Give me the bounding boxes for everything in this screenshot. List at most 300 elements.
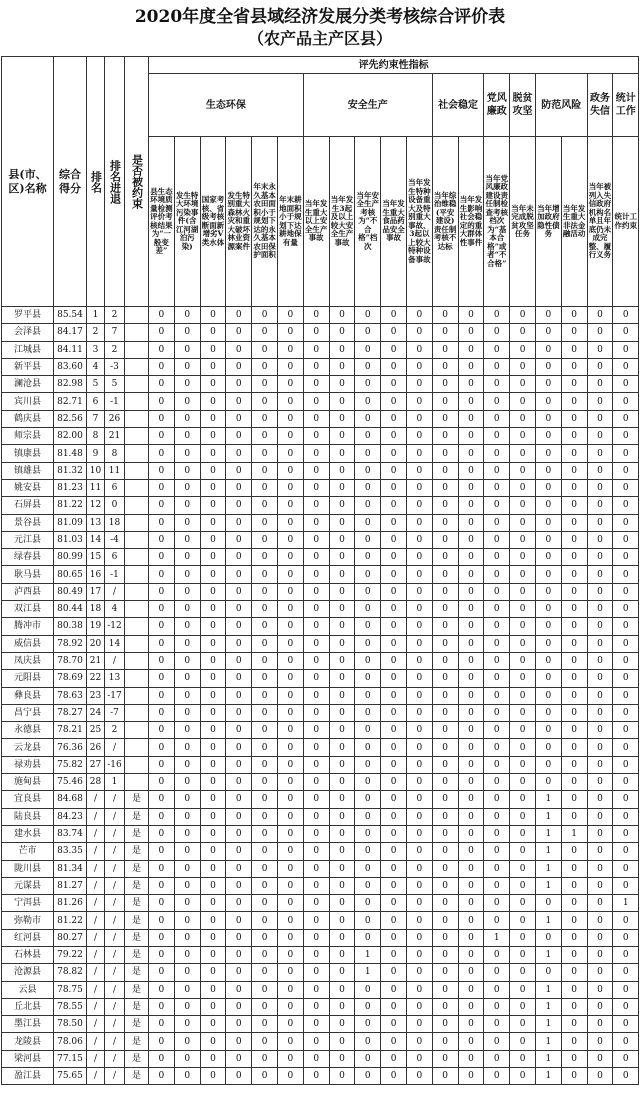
indicator-cell: 0	[510, 1016, 536, 1033]
indicator-cell: 0	[613, 410, 639, 427]
indicator-cell: 0	[174, 358, 200, 375]
indicator-cell: 0	[381, 393, 407, 410]
indicator-cell: 0	[381, 514, 407, 531]
indicator-cell: 0	[587, 670, 613, 687]
indicator-cell: 0	[252, 601, 278, 618]
page-title: 2020年度全省县域经济发展分类考核综合评价表	[134, 7, 506, 27]
indicator-cell: 0	[329, 877, 355, 894]
indicator-cell: 0	[381, 428, 407, 445]
indicator-cell: 0	[355, 998, 381, 1015]
indicator-cell: 0	[149, 566, 175, 583]
indicator-cell: 0	[458, 670, 484, 687]
indicator-cell: 0	[303, 912, 329, 929]
indicator-cell: 0	[303, 1033, 329, 1050]
indicator-cell: 0	[174, 1068, 200, 1085]
rank-cell: /	[87, 964, 105, 981]
progress-cell: 2	[105, 722, 125, 739]
indicator-cell: 0	[406, 825, 432, 842]
constrained-cell	[125, 635, 149, 652]
progress-cell: -17	[105, 687, 125, 704]
indicator-cell: 0	[329, 358, 355, 375]
indicator-cell: 0	[381, 549, 407, 566]
indicator-cell: 0	[484, 843, 510, 860]
indicator-cell: 0	[406, 964, 432, 981]
indicator-cell: 0	[587, 774, 613, 791]
indicator-cell: 0	[535, 964, 561, 981]
county-name-cell: 新平县	[2, 358, 54, 375]
indicator-cell: 0	[484, 601, 510, 618]
indicator-cell: 0	[458, 998, 484, 1015]
indicator-cell: 0	[200, 1068, 226, 1085]
indicator-cell: 0	[355, 445, 381, 462]
indicator-cell: 0	[174, 652, 200, 669]
indicator-cell: 0	[252, 514, 278, 531]
indicator-cell: 0	[277, 722, 303, 739]
indicator-cell: 0	[510, 929, 536, 946]
indicator-cell: 0	[329, 860, 355, 877]
indicator-cell: 0	[329, 722, 355, 739]
indicator-cell: 0	[277, 825, 303, 842]
indicator-cell: 0	[406, 635, 432, 652]
rank-cell: 25	[87, 722, 105, 739]
indicator-cell: 0	[329, 670, 355, 687]
indicator-cell: 0	[458, 531, 484, 548]
county-name-cell: 建水县	[2, 825, 54, 842]
indicator-cell: 0	[484, 531, 510, 548]
table-row	[2, 376, 639, 393]
county-name-cell: 芒市	[2, 843, 54, 860]
indicator-header-8: 当年发生3起及以上较大安全生产事故	[329, 137, 355, 307]
indicator-cell: 0	[587, 808, 613, 825]
indicator-cell: 0	[484, 410, 510, 427]
indicator-cell: 0	[432, 566, 458, 583]
indicator-cell: 0	[510, 358, 536, 375]
indicator-cell: 0	[277, 531, 303, 548]
indicator-cell: 0	[329, 462, 355, 479]
indicator-cell: 0	[200, 808, 226, 825]
indicator-cell: 0	[277, 514, 303, 531]
constrained-cell: 是	[125, 929, 149, 946]
indicator-cell: 0	[561, 462, 587, 479]
indicator-cell: 0	[200, 877, 226, 894]
constrained-cell: 是	[125, 843, 149, 860]
progress-cell: /	[105, 912, 125, 929]
table-row	[2, 877, 639, 894]
indicator-cell: 0	[252, 652, 278, 669]
indicator-cell: 0	[226, 670, 252, 687]
indicator-cell: 0	[535, 756, 561, 773]
indicator-cell: 0	[200, 1016, 226, 1033]
indicator-cell: 0	[484, 376, 510, 393]
indicator-cell: 0	[587, 1016, 613, 1033]
indicator-cell: 0	[613, 376, 639, 393]
indicator-cell: 0	[149, 739, 175, 756]
indicator-cell: 0	[406, 670, 432, 687]
progress-cell: 21	[105, 428, 125, 445]
indicator-cell: 0	[432, 808, 458, 825]
indicator-cell: 0	[303, 774, 329, 791]
indicator-cell: 0	[174, 843, 200, 860]
indicator-cell: 0	[484, 756, 510, 773]
indicator-cell: 0	[226, 358, 252, 375]
county-name-cell: 沧源县	[2, 964, 54, 981]
indicator-cell: 0	[303, 808, 329, 825]
indicator-cell: 0	[587, 860, 613, 877]
indicator-cell: 0	[432, 549, 458, 566]
indicator-cell: 0	[613, 670, 639, 687]
indicator-cell: 0	[149, 462, 175, 479]
constrained-cell	[125, 428, 149, 445]
county-name-cell: 弥勒市	[2, 912, 54, 929]
table-row	[2, 722, 639, 739]
indicator-cell: 0	[510, 445, 536, 462]
indicator-cell: 0	[561, 964, 587, 981]
county-name-cell: 鹤庆县	[2, 410, 54, 427]
progress-cell: 26	[105, 410, 125, 427]
indicator-cell: 0	[252, 929, 278, 946]
constrained-cell: 是	[125, 791, 149, 808]
indicator-cell: 0	[277, 981, 303, 998]
indicator-cell: 0	[252, 410, 278, 427]
rank-cell: /	[87, 998, 105, 1015]
indicator-cell: 0	[510, 843, 536, 860]
county-name-cell: 红河县	[2, 929, 54, 946]
indicator-cell: 0	[458, 722, 484, 739]
indicator-cell: 0	[432, 1033, 458, 1050]
indicator-cell: 0	[149, 307, 175, 324]
county-name-cell: 罗平县	[2, 307, 54, 324]
indicator-cell: 0	[535, 479, 561, 496]
indicator-cell: 0	[381, 722, 407, 739]
indicator-cell: 0	[277, 791, 303, 808]
progress-cell: /	[105, 981, 125, 998]
score-cell: 80.49	[54, 583, 87, 600]
indicator-cell: 0	[613, 825, 639, 842]
indicator-cell: 0	[458, 756, 484, 773]
rank-cell: 16	[87, 566, 105, 583]
indicator-cell: 0	[252, 428, 278, 445]
indicator-cell: 0	[381, 877, 407, 894]
indicator-cell: 0	[303, 583, 329, 600]
indicator-cell: 0	[613, 307, 639, 324]
indicator-cell: 0	[561, 497, 587, 514]
indicator-cell: 0	[458, 601, 484, 618]
indicator-cell: 1	[535, 860, 561, 877]
table-row	[2, 462, 639, 479]
indicator-cell: 0	[200, 428, 226, 445]
indicator-cell: 0	[174, 549, 200, 566]
constrained-cell	[125, 531, 149, 548]
indicator-cell: 0	[174, 531, 200, 548]
indicator-cell: 0	[252, 445, 278, 462]
indicator-cell: 0	[613, 393, 639, 410]
constrained-cell	[125, 307, 149, 324]
indicator-cell: 0	[200, 981, 226, 998]
indicator-cell: 0	[510, 704, 536, 721]
indicator-cell: 0	[252, 704, 278, 721]
indicator-cell: 0	[587, 791, 613, 808]
indicator-cell: 0	[613, 324, 639, 341]
table-body	[2, 307, 639, 1085]
progress-cell: -7	[105, 704, 125, 721]
indicator-header-7: 当年发生重大以上安全生产事故	[303, 137, 329, 307]
indicator-cell: 0	[149, 825, 175, 842]
indicator-cell: 0	[561, 1068, 587, 1085]
indicator-cell: 0	[329, 808, 355, 825]
score-cell: 80.38	[54, 618, 87, 635]
indicator-cell: 0	[355, 618, 381, 635]
county-name-cell: 江城县	[2, 341, 54, 358]
indicator-cell: 0	[277, 358, 303, 375]
indicator-cell: 0	[226, 566, 252, 583]
indicator-cell: 0	[458, 860, 484, 877]
indicator-cell: 0	[303, 964, 329, 981]
indicator-cell: 0	[510, 1033, 536, 1050]
indicator-cell: 0	[252, 462, 278, 479]
indicator-cell: 0	[406, 929, 432, 946]
indicator-cell: 0	[613, 998, 639, 1015]
indicator-cell: 0	[406, 1050, 432, 1067]
indicator-cell: 0	[406, 739, 432, 756]
indicator-cell: 0	[381, 358, 407, 375]
rank-cell: 12	[87, 497, 105, 514]
indicator-cell: 0	[329, 566, 355, 583]
rank-cell: /	[87, 929, 105, 946]
indicator-cell: 0	[355, 1068, 381, 1085]
indicator-cell: 0	[149, 1068, 175, 1085]
rank-cell: 9	[87, 445, 105, 462]
indicator-cell: 0	[587, 981, 613, 998]
indicator-cell: 0	[277, 895, 303, 912]
indicator-cell: 0	[277, 445, 303, 462]
indicator-cell: 0	[587, 1050, 613, 1067]
indicator-cell: 0	[510, 670, 536, 687]
indicator-cell: 0	[613, 445, 639, 462]
indicator-cell: 0	[406, 358, 432, 375]
indicator-cell: 0	[355, 774, 381, 791]
indicator-cell: 0	[561, 635, 587, 652]
indicator-cell: 0	[252, 722, 278, 739]
indicator-cell: 0	[252, 393, 278, 410]
indicator-cell: 0	[200, 566, 226, 583]
indicator-cell: 0	[226, 393, 252, 410]
indicator-cell: 0	[432, 358, 458, 375]
indicator-cell: 0	[277, 687, 303, 704]
indicator-cell: 0	[561, 445, 587, 462]
indicator-cell: 0	[174, 756, 200, 773]
table-row	[2, 808, 639, 825]
indicator-header-5: 年末永久基本农田面积小于规划下达的永久基本农田保护面积	[252, 137, 278, 307]
score-cell: 81.09	[54, 514, 87, 531]
indicator-cell: 0	[303, 549, 329, 566]
indicator-cell: 0	[174, 912, 200, 929]
indicator-cell: 0	[149, 1050, 175, 1067]
indicator-cell: 0	[406, 895, 432, 912]
indicator-cell: 0	[510, 652, 536, 669]
constrained-cell	[125, 774, 149, 791]
indicator-cell: 0	[174, 497, 200, 514]
indicator-cell: 0	[355, 376, 381, 393]
indicator-cell: 0	[226, 756, 252, 773]
indicator-cell: 0	[226, 791, 252, 808]
indicator-cell: 0	[200, 912, 226, 929]
rank-cell: /	[87, 808, 105, 825]
indicator-cell: 0	[587, 704, 613, 721]
indicator-cell: 0	[510, 393, 536, 410]
indicator-cell: 0	[484, 566, 510, 583]
indicator-cell: 0	[277, 1016, 303, 1033]
indicator-cell: 0	[406, 479, 432, 496]
score-cell: 79.22	[54, 946, 87, 963]
constrained-cell: 是	[125, 895, 149, 912]
indicator-cell: 1	[613, 895, 639, 912]
indicator-cell: 0	[613, 912, 639, 929]
indicator-cell: 0	[200, 670, 226, 687]
constrained-cell	[125, 410, 149, 427]
indicator-cell: 0	[510, 376, 536, 393]
indicator-cell: 0	[510, 324, 536, 341]
indicator-cell: 0	[535, 428, 561, 445]
indicator-cell: 0	[484, 964, 510, 981]
indicator-cell: 0	[406, 549, 432, 566]
indicator-cell: 0	[355, 929, 381, 946]
rank-cell: 18	[87, 601, 105, 618]
indicator-cell: 0	[561, 998, 587, 1015]
table-row	[2, 428, 639, 445]
indicator-cell: 0	[226, 877, 252, 894]
indicator-cell: 0	[252, 946, 278, 963]
indicator-cell: 0	[226, 652, 252, 669]
indicator-cell: 0	[587, 376, 613, 393]
indicator-cell: 0	[587, 566, 613, 583]
indicator-cell: 0	[458, 462, 484, 479]
county-name-cell: 云龙县	[2, 739, 54, 756]
indicator-cell: 0	[510, 462, 536, 479]
indicator-cell: 0	[355, 393, 381, 410]
indicator-cell: 0	[613, 652, 639, 669]
indicator-cell: 0	[355, 497, 381, 514]
indicator-cell: 0	[381, 808, 407, 825]
indicator-cell: 0	[510, 428, 536, 445]
indicator-cell: 0	[355, 324, 381, 341]
indicator-cell: 0	[303, 479, 329, 496]
progress-cell: 13	[105, 670, 125, 687]
indicator-cell: 0	[432, 739, 458, 756]
indicator-header-1: 县生态环境质量检测评价考核结果为“一般变差”	[149, 137, 175, 307]
indicator-cell: 0	[535, 601, 561, 618]
indicator-cell: 0	[200, 756, 226, 773]
indicator-cell: 0	[252, 981, 278, 998]
indicator-cell: 0	[277, 601, 303, 618]
indicator-cell: 0	[510, 341, 536, 358]
indicator-cell: 0	[484, 1050, 510, 1067]
indicator-cell: 0	[303, 393, 329, 410]
indicator-cell: 1	[535, 1050, 561, 1067]
indicator-cell: 0	[535, 549, 561, 566]
indicator-cell: 0	[200, 462, 226, 479]
indicator-cell: 0	[535, 410, 561, 427]
indicator-cell: 0	[381, 860, 407, 877]
indicator-cell: 0	[277, 462, 303, 479]
county-name-cell: 盈江县	[2, 1068, 54, 1085]
progress-cell: 4	[105, 601, 125, 618]
indicator-cell: 0	[484, 618, 510, 635]
rank-cell: 24	[87, 704, 105, 721]
indicator-cell: 0	[406, 376, 432, 393]
indicator-cell: 0	[458, 981, 484, 998]
indicator-cell: 0	[174, 324, 200, 341]
rank-cell: 13	[87, 514, 105, 531]
county-name-cell: 泸西县	[2, 583, 54, 600]
county-name-cell: 陆良县	[2, 808, 54, 825]
indicator-cell: 0	[277, 929, 303, 946]
indicator-cell: 0	[381, 739, 407, 756]
indicator-cell: 0	[303, 341, 329, 358]
indicator-cell: 0	[303, 1016, 329, 1033]
indicator-cell: 0	[329, 998, 355, 1015]
indicator-cell: 0	[381, 462, 407, 479]
indicator-cell: 0	[510, 912, 536, 929]
indicator-cell: 0	[613, 531, 639, 548]
rank-cell: 21	[87, 652, 105, 669]
indicator-cell: 0	[535, 376, 561, 393]
constrained-cell: 是	[125, 825, 149, 842]
indicator-cell: 0	[510, 566, 536, 583]
indicator-cell: 0	[355, 739, 381, 756]
indicator-cell: 0	[406, 808, 432, 825]
indicator-cell: 0	[226, 929, 252, 946]
indicator-cell: 0	[200, 825, 226, 842]
indicator-cell: 0	[303, 445, 329, 462]
indicator-cell: 0	[432, 583, 458, 600]
indicator-cell: 1	[535, 998, 561, 1015]
score-cell: 84.11	[54, 341, 87, 358]
indicator-cell: 0	[613, 583, 639, 600]
table-row	[2, 341, 639, 358]
table-row	[2, 324, 639, 341]
score-cell: 78.75	[54, 981, 87, 998]
indicator-cell: 0	[252, 912, 278, 929]
county-name-cell: 元阳县	[2, 670, 54, 687]
group-social: 社会稳定	[432, 74, 484, 137]
indicator-cell: 0	[174, 877, 200, 894]
header-score: 综合得分	[54, 57, 87, 307]
indicator-cell: 0	[458, 739, 484, 756]
indicator-cell: 0	[561, 410, 587, 427]
indicator-cell: 0	[226, 1068, 252, 1085]
indicator-cell: 0	[432, 670, 458, 687]
indicator-cell: 0	[381, 843, 407, 860]
indicator-cell: 0	[149, 1033, 175, 1050]
indicator-cell: 0	[277, 964, 303, 981]
indicator-cell: 0	[355, 843, 381, 860]
indicator-cell: 0	[200, 1050, 226, 1067]
indicator-cell: 0	[200, 531, 226, 548]
indicator-cell: 0	[458, 1068, 484, 1085]
indicator-cell: 0	[277, 618, 303, 635]
score-cell: 78.92	[54, 635, 87, 652]
indicator-cell: 0	[226, 479, 252, 496]
indicator-cell: 0	[406, 618, 432, 635]
indicator-cell: 0	[381, 307, 407, 324]
indicator-cell: 0	[381, 981, 407, 998]
indicator-cell: 0	[226, 946, 252, 963]
table-row	[2, 860, 639, 877]
score-cell: 81.27	[54, 877, 87, 894]
county-name-cell: 梁河县	[2, 1050, 54, 1067]
indicator-cell: 0	[252, 1068, 278, 1085]
indicator-cell: 0	[277, 1050, 303, 1067]
